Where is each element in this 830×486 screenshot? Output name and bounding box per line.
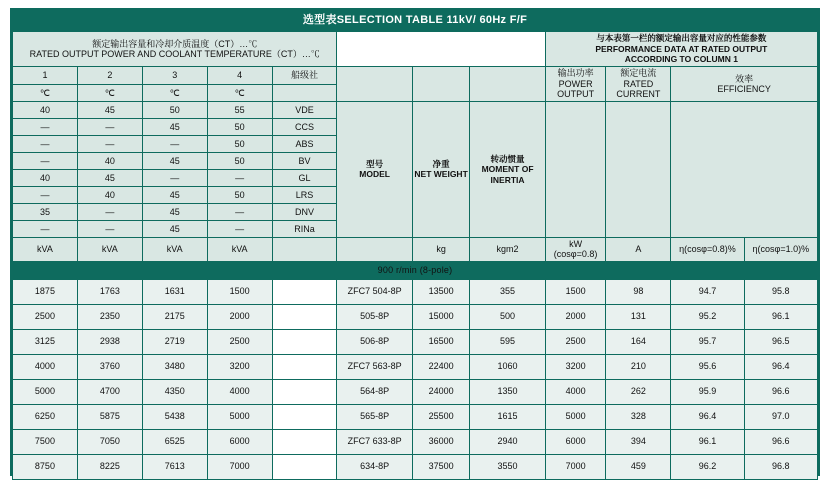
temp-value: —: [13, 186, 78, 203]
efficiency-en: EFFICIENCY: [717, 83, 771, 94]
temp-value: 35: [13, 203, 78, 220]
temp-value: —: [77, 135, 142, 152]
model-spacer-c: [470, 66, 545, 101]
cell-inertia: 3550: [470, 454, 545, 479]
cell-col3: 2719: [142, 329, 207, 354]
unit-class-spacer: [272, 237, 337, 261]
model-header-spacer: [337, 32, 545, 67]
cell-net-weight: 22400: [412, 354, 470, 379]
cell-col2: 2350: [77, 304, 142, 329]
temp-value: 40: [13, 169, 78, 186]
temp-value: —: [77, 220, 142, 237]
cell-efficiency-08: 96.1: [671, 429, 744, 454]
temp-value: 50: [207, 135, 272, 152]
table-row: [13, 304, 818, 329]
cell-col2: 4700: [77, 379, 142, 404]
cell-class-blank: [272, 279, 337, 304]
cell-col1: 3125: [13, 329, 78, 354]
temp-value: 50: [207, 118, 272, 135]
cell-rated-current: 98: [606, 279, 671, 304]
temp-value: 40: [77, 186, 142, 203]
cell-power-output: 1500: [545, 279, 606, 304]
table-row: [13, 404, 818, 429]
cell-inertia: 595: [470, 329, 545, 354]
cell-rated-current: 131: [606, 304, 671, 329]
cell-model: ZFC7 633-8P: [337, 429, 412, 454]
class-name: BV: [272, 152, 337, 169]
rated-current-cn: 额定电流: [620, 68, 657, 79]
net-weight-cn: 净重: [432, 158, 450, 169]
cell-net-weight: 16500: [412, 329, 470, 354]
temp-value: —: [13, 135, 78, 152]
cell-power-output: 2500: [545, 329, 606, 354]
class-row: [13, 101, 818, 118]
cell-col4: 4000: [207, 379, 272, 404]
cell-col1: 1875: [13, 279, 78, 304]
temp-value: —: [207, 203, 272, 220]
temp-value: 50: [142, 101, 207, 118]
cell-efficiency-10: 96.6: [744, 379, 817, 404]
cell-col1: 8750: [13, 454, 78, 479]
cell-efficiency-08: 96.4: [671, 404, 744, 429]
table-row: [13, 429, 818, 454]
net-weight-header: [412, 101, 470, 237]
temp-value: 45: [142, 118, 207, 135]
cell-efficiency-10: 96.6: [744, 429, 817, 454]
performance-header-cn: 与本表第一栏的额定输出容量对应的性能参数: [596, 33, 767, 44]
temp-value: —: [13, 220, 78, 237]
cell-inertia: 1615: [470, 404, 545, 429]
unit-kgm2: kgm2: [470, 237, 545, 261]
class-name: CCS: [272, 118, 337, 135]
performance-header: [545, 32, 817, 67]
cell-efficiency-10: 96.5: [744, 329, 817, 354]
cell-col4: 3200: [207, 354, 272, 379]
temp-value: 45: [142, 186, 207, 203]
rated-output-header-en: RATED OUTPUT POWER AND COOLANT TEMPERATURE（CT）…℃: [29, 49, 320, 60]
cell-efficiency-10: 96.8: [744, 454, 817, 479]
cell-col2: 3760: [77, 354, 142, 379]
cell-power-output: 5000: [545, 404, 606, 429]
cell-class-blank: [272, 454, 337, 479]
temp-value: —: [13, 152, 78, 169]
cell-class-blank: [272, 379, 337, 404]
cell-col1: 4000: [13, 354, 78, 379]
temp-value: —: [77, 118, 142, 135]
column-number-row: [13, 66, 818, 84]
cell-model: 564-8P: [337, 379, 412, 404]
cell-net-weight: 13500: [412, 279, 470, 304]
cell-class-blank: [272, 304, 337, 329]
table-row: [13, 379, 818, 404]
cell-model: ZFC7 563-8P: [337, 354, 412, 379]
cell-col1: 7500: [13, 429, 78, 454]
cell-power-output: 6000: [545, 429, 606, 454]
model-label-cn: 型号: [366, 158, 384, 169]
temp-unit-3: ℃: [142, 84, 207, 101]
cell-col2: 1763: [77, 279, 142, 304]
cell-col2: 7050: [77, 429, 142, 454]
cell-efficiency-10: 96.1: [744, 304, 817, 329]
power-output-merge: [545, 101, 606, 237]
temp-value: 45: [77, 101, 142, 118]
cell-net-weight: 36000: [412, 429, 470, 454]
cell-col4: 1500: [207, 279, 272, 304]
cell-efficiency-10: 96.4: [744, 354, 817, 379]
class-name: LRS: [272, 186, 337, 203]
cell-efficiency-08: 95.9: [671, 379, 744, 404]
rated-current-merge: [606, 101, 671, 237]
cell-efficiency-08: 95.2: [671, 304, 744, 329]
cell-col3: 2175: [142, 304, 207, 329]
section-header-row: [13, 261, 818, 279]
cell-col3: 3480: [142, 354, 207, 379]
cell-net-weight: 24000: [412, 379, 470, 404]
cell-rated-current: 164: [606, 329, 671, 354]
rated-current-en: RATED CURRENT: [616, 78, 661, 100]
cell-model: 505-8P: [337, 304, 412, 329]
cell-net-weight: 15000: [412, 304, 470, 329]
net-weight-en: NET WEIGHT: [414, 169, 468, 180]
unit-kva-4: kVA: [207, 237, 272, 261]
cell-inertia: 355: [470, 279, 545, 304]
cell-net-weight: 25500: [412, 404, 470, 429]
table-row: [13, 354, 818, 379]
class-name: ABS: [272, 135, 337, 152]
table-row: [13, 454, 818, 479]
cell-col4: 6000: [207, 429, 272, 454]
temp-value: —: [13, 118, 78, 135]
cell-rated-current: 328: [606, 404, 671, 429]
cell-power-output: 2000: [545, 304, 606, 329]
power-output-en: POWER OUTPUT: [557, 78, 595, 100]
cell-col2: 5875: [77, 404, 142, 429]
temp-unit-4: ℃: [207, 84, 272, 101]
column-number-2: 2: [77, 66, 142, 84]
unit-kw: kW (cosφ=0.8): [545, 237, 606, 261]
cell-inertia: 500: [470, 304, 545, 329]
cell-inertia: 1060: [470, 354, 545, 379]
class-name: VDE: [272, 101, 337, 118]
cell-class-blank: [272, 329, 337, 354]
section-label: 900 r/min (8-pole): [13, 261, 818, 279]
units-row: [13, 237, 818, 261]
page-title: 选型表SELECTION TABLE 11kV/ 60Hz F/F: [12, 10, 818, 31]
cell-rated-current: 459: [606, 454, 671, 479]
model-header: [337, 101, 412, 237]
cell-model: ZFC7 504-8P: [337, 279, 412, 304]
cell-col2: 2938: [77, 329, 142, 354]
rated-current-header: [606, 66, 671, 101]
cell-col4: 7000: [207, 454, 272, 479]
unit-kva-2: kVA: [77, 237, 142, 261]
cell-col1: 2500: [13, 304, 78, 329]
cell-power-output: 3200: [545, 354, 606, 379]
unit-efficiency-10: η(cosφ=1.0)%: [744, 237, 817, 261]
cell-efficiency-08: 96.2: [671, 454, 744, 479]
inertia-cn: 转动惯量: [490, 153, 525, 164]
cell-class-blank: [272, 404, 337, 429]
column-number-4: 4: [207, 66, 272, 84]
column-number-1: 1: [13, 66, 78, 84]
efficiency-header: [671, 66, 818, 101]
cell-efficiency-10: 97.0: [744, 404, 817, 429]
unit-kva-1: kVA: [13, 237, 78, 261]
model-label-en: MODEL: [359, 169, 390, 180]
cell-efficiency-08: 95.6: [671, 354, 744, 379]
efficiency-cn: 效率: [735, 73, 754, 84]
temp-value: 45: [142, 203, 207, 220]
efficiency-merge: [671, 101, 818, 237]
class-name: DNV: [272, 203, 337, 220]
cell-col1: 6250: [13, 404, 78, 429]
temp-unit-1: ℃: [13, 84, 78, 101]
temp-unit-2: ℃: [77, 84, 142, 101]
cell-model: 565-8P: [337, 404, 412, 429]
cell-col4: 2000: [207, 304, 272, 329]
cell-model: 634-8P: [337, 454, 412, 479]
temp-value: 55: [207, 101, 272, 118]
temp-value: —: [142, 169, 207, 186]
unit-efficiency-08: η(cosφ=0.8)%: [671, 237, 744, 261]
class-name: RINa: [272, 220, 337, 237]
cell-col4: 5000: [207, 404, 272, 429]
table-row: [13, 329, 818, 354]
cell-col4: 2500: [207, 329, 272, 354]
model-spacer-b: [412, 66, 470, 101]
selection-table: [12, 31, 818, 480]
moment-of-inertia-header: [470, 101, 545, 237]
performance-header-en1: PERFORMANCE DATA AT RATED OUTPUT: [595, 43, 768, 54]
cell-efficiency-10: 95.8: [744, 279, 817, 304]
selection-table-frame: [10, 8, 820, 476]
temp-value: 45: [77, 169, 142, 186]
cell-col2: 8225: [77, 454, 142, 479]
cell-rated-current: 394: [606, 429, 671, 454]
cell-net-weight: 37500: [412, 454, 470, 479]
unit-kva-3: kVA: [142, 237, 207, 261]
temp-value: 40: [77, 152, 142, 169]
temp-value: —: [142, 135, 207, 152]
table-row: [13, 279, 818, 304]
cell-col3: 5438: [142, 404, 207, 429]
temp-value: 50: [207, 186, 272, 203]
rated-output-header: [13, 32, 337, 67]
temp-value: 45: [142, 152, 207, 169]
unit-model-spacer: [337, 237, 412, 261]
temp-value: —: [207, 220, 272, 237]
temp-value: 45: [142, 220, 207, 237]
performance-header-en2: ACCORDING TO COLUMN 1: [624, 54, 738, 65]
cell-class-blank: [272, 429, 337, 454]
cell-efficiency-08: 95.7: [671, 329, 744, 354]
power-output-cn: 输出功率: [557, 68, 594, 79]
cell-rated-current: 262: [606, 379, 671, 404]
power-output-header: [545, 66, 606, 101]
cell-inertia: 2940: [470, 429, 545, 454]
column-number-3: 3: [142, 66, 207, 84]
cell-col3: 7613: [142, 454, 207, 479]
temp-value: —: [207, 169, 272, 186]
classification-society-label: 船级社: [272, 66, 337, 84]
inertia-en: MOMENT OF INERTIA: [481, 164, 534, 185]
cell-power-output: 7000: [545, 454, 606, 479]
model-spacer-a: [337, 66, 412, 101]
temp-value: 50: [207, 152, 272, 169]
cell-rated-current: 210: [606, 354, 671, 379]
cell-col3: 1631: [142, 279, 207, 304]
cell-model: 506-8P: [337, 329, 412, 354]
temp-value: 40: [13, 101, 78, 118]
classification-society-spacer: [272, 84, 337, 101]
cell-col1: 5000: [13, 379, 78, 404]
unit-kg: kg: [412, 237, 470, 261]
temp-value: —: [77, 203, 142, 220]
cell-col3: 4350: [142, 379, 207, 404]
cell-efficiency-08: 94.7: [671, 279, 744, 304]
cell-col3: 6525: [142, 429, 207, 454]
cell-inertia: 1350: [470, 379, 545, 404]
cell-class-blank: [272, 354, 337, 379]
unit-ampere: A: [606, 237, 671, 261]
class-name: GL: [272, 169, 337, 186]
cell-power-output: 4000: [545, 379, 606, 404]
rated-output-header-cn: 额定输出容量和冷却介质温度（CT）…℃: [92, 38, 258, 49]
